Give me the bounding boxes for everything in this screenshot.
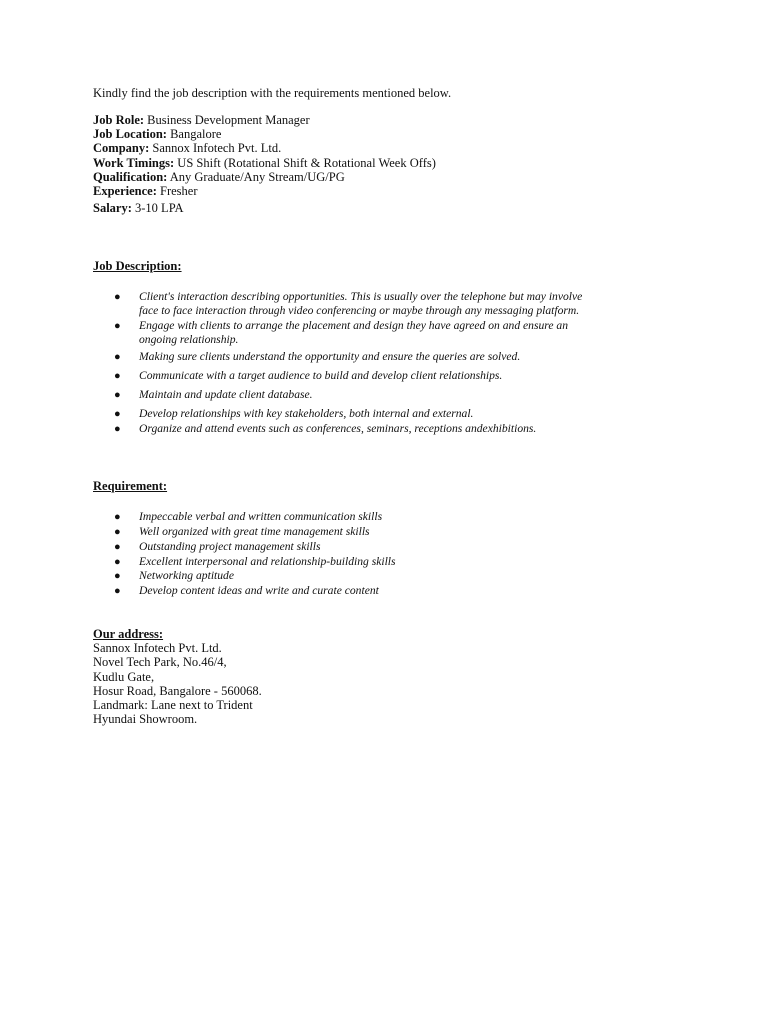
work-timings-value: US Shift (Rotational Shift & Rotational Week Offs) [174,155,436,170]
address-heading: Our address: [93,627,164,641]
list-item-text: Excellent interpersonal and relationship-building skills [139,555,396,568]
address-line: Hyundai Showroom. [93,712,198,727]
qualification-line [93,170,693,184]
address-line: Landmark: Lane next to Trident [93,698,253,713]
requirement-heading: Requirement: [93,479,168,493]
list-item [93,525,673,539]
job-role-value: Business Development Manager [144,113,310,127]
bullet-icon: ● [114,320,121,332]
job-role-line [93,113,693,127]
bullet-icon: ● [114,526,121,538]
job-description-heading: Job Description: [93,259,182,273]
address-line: Hosur Road, Bangalore - 560068. [93,683,262,698]
list-item-text: Making sure clients understand the opportunity and ensure the queries are solved. [139,350,521,363]
list-item-text-line2: ongoing relationship. [139,333,239,347]
bullet-icon: ● [114,351,121,363]
bullet-icon: ● [114,389,121,401]
list-item [93,569,673,583]
address-line: Kudlu Gate, [93,669,155,684]
list-item [93,555,673,569]
salary-label: Salary: [93,201,132,216]
work-timings-label: Work Timings: [93,155,175,170]
bullet-icon: ● [114,585,121,597]
list-item-text: Organize and attend events such as conferences, seminars, receptions andexhibitions. [139,422,537,435]
list-item-text: Develop relationships with key stakeholders, both internal and external. [139,407,474,420]
bullet-icon: ● [114,370,121,382]
list-item [93,290,673,318]
job-details [93,113,693,215]
experience-value: Fresher [156,184,198,199]
list-item-text: Impeccable verbal and written communication skills [139,510,383,523]
address-line: Sannox Infotech Pvt. Ltd. [93,641,222,655]
list-item [93,369,673,383]
list-item-text: Communicate with a target audience to build and develop client relationships. [139,369,503,382]
bullet-icon: ● [114,291,121,303]
work-timings-line [93,156,693,170]
company-label: Company: [93,141,150,156]
list-item-text: Develop content ideas and write and curate content [139,584,379,597]
bullet-icon: ● [114,556,121,568]
list-item [93,407,673,421]
address-block [93,641,262,727]
job-location-value: Bangalore [166,127,222,142]
list-item-text-line1: Client's interaction describing opportunities. This is usually over the telephone but may involve [139,290,583,303]
intro-text: Kindly find the job description with the requirements mentioned below. [93,86,452,100]
list-item-text: Networking aptitude [139,569,234,582]
list-item-text: Well organized with great time management skills [139,525,370,538]
salary-line [93,201,693,215]
job-role-label: Job Role: [93,113,145,127]
list-item [93,388,673,402]
list-item [93,319,673,347]
company-line [93,141,693,155]
job-location-line [93,127,693,141]
list-item-text: Outstanding project management skills [139,540,321,553]
bullet-icon: ● [114,570,121,582]
list-item [93,422,673,436]
bullet-icon: ● [114,541,121,553]
list-item [93,350,673,364]
job-location-label: Job Location: [93,127,167,142]
company-value: Sannox Infotech Pvt. Ltd. [149,141,282,156]
bullet-icon: ● [114,423,121,435]
bullet-icon: ● [114,408,121,420]
qualification-value: Any Graduate/Any Stream/UG/PG [167,169,345,184]
experience-label: Experience: [93,184,157,199]
experience-line [93,184,693,198]
list-item [93,540,673,554]
bullet-icon: ● [114,511,121,523]
salary-value: 3-10 LPA [131,201,184,216]
list-item [93,584,673,598]
qualification-label: Qualification: [93,169,168,184]
list-item [93,510,673,524]
list-item-text-line2: face to face interaction through video conferencing or maybe through any messaging platform. [139,304,580,318]
list-item-text: Maintain and update client database. [139,388,313,401]
list-item-text-line1: Engage with clients to arrange the placement and design they have agreed on and ensure an [139,319,568,332]
address-line: Novel Tech Park, No.46/4, [93,655,227,670]
